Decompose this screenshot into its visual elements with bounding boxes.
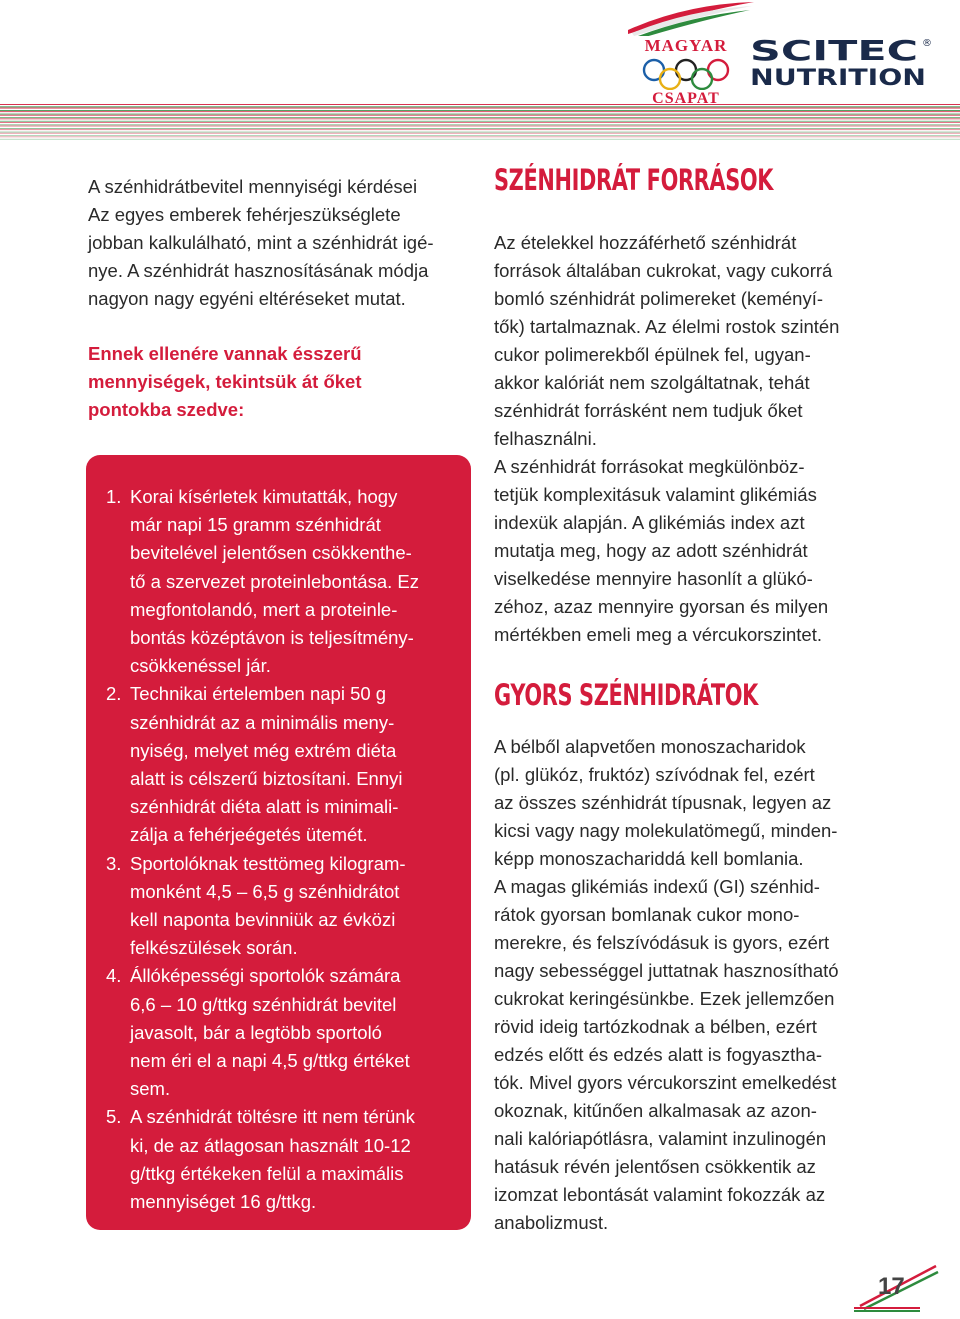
body-line: nali kalóriapótlásra, valamint inzulinogén xyxy=(494,1128,827,1149)
body-line: (pl. glükóz, fruktóz) szívódnak fel, ezért xyxy=(494,764,815,785)
recommendation-line: Korai kísérletek kimutatták, hogy xyxy=(130,486,398,507)
recommendation-line: szénhidrát diéta alatt is minimali- xyxy=(130,796,399,818)
body-line: A magas glikémiás indexű (GI) szénhid- xyxy=(494,876,820,897)
recommendation-line: kell naponta bevinniük az évközi xyxy=(130,909,396,931)
body-line: mértékben emeli meg a vércukorszintet. xyxy=(494,624,822,645)
magyar-csapat-logo xyxy=(616,0,756,112)
body-line: bomló szénhidrát polimereket (keményí- xyxy=(494,288,824,309)
body-line: cukrokat keringésünkbe. Ezek jellemzően xyxy=(494,988,835,1009)
body-line: indexük alapján. A glikémiás index azt xyxy=(494,512,805,533)
header-stripe xyxy=(0,129,960,130)
recommendation-item xyxy=(106,962,431,1103)
recommendation-line: monként 4,5 – 6,5 g szénhidrátot xyxy=(130,880,400,902)
header-stripe xyxy=(0,122,960,123)
lead-paragraph xyxy=(88,340,448,424)
recommendation-line: ki, de az átlagosan használt 10-12 xyxy=(130,1134,411,1156)
header-stripes xyxy=(0,104,960,140)
body-line: tők) tartalmaznak. Az élelmi rostok szintén xyxy=(494,316,840,337)
recommendation-line: felkészülések során. xyxy=(130,937,298,959)
recommendation-number: 2. xyxy=(106,683,122,705)
header-stripe xyxy=(0,104,960,105)
recommendation-item xyxy=(106,483,431,680)
recommendation-line: g/ttkg értékeken felül a maximális xyxy=(130,1162,404,1184)
body-line: A szénhidrát forrásokat megkülönböz- xyxy=(494,456,805,477)
body-line: az összes szénhidrát típusnak, legyen az xyxy=(494,792,832,813)
recommendation-line: nyiség, melyet még extrém diéta xyxy=(130,739,397,761)
recommendation-line: javasolt, bár a legtöbb sportoló xyxy=(130,1021,382,1043)
recommendation-number: 3. xyxy=(106,852,122,874)
recommendation-line: Állóképességi sportolók számára xyxy=(130,965,401,987)
header-stripe xyxy=(0,132,960,133)
page-header xyxy=(0,0,960,140)
olympic-rings-icon xyxy=(640,58,732,90)
intro-line: A szénhidrátbevitel mennyiségi kérdései xyxy=(88,176,418,197)
section-heading-szenhidrat-forrasok: SZÉNHIDRÁT FORRÁSOK xyxy=(494,163,774,197)
body-line: zéhoz, azaz mennyire gyorsan és milyen xyxy=(494,596,829,617)
header-stripe xyxy=(0,126,960,127)
recommendation-item xyxy=(106,680,431,849)
recommendation-line: sem. xyxy=(130,1078,171,1100)
body-line: cukor polimerekből épülnek fel, ugyan- xyxy=(494,344,811,365)
header-stripe xyxy=(0,117,960,118)
recommendation-line: Technikai értelemben napi 50 g xyxy=(130,683,387,705)
body-line: képp monoszachariddá kell bomlania. xyxy=(494,848,804,869)
body-line: A bélből alapvetően monoszacharidok xyxy=(494,736,806,757)
recommendation-line: tő a szervezet proteinlebontása. Ez xyxy=(130,570,419,592)
body-line: akkor kalóriát nem szolgáltatnak, tehát xyxy=(494,372,810,393)
recommendations-list xyxy=(106,483,431,1216)
recommendation-line: nem éri el a napi 4,5 g/ttkg értéket xyxy=(130,1050,410,1072)
header-stripe xyxy=(0,139,960,140)
intro-line: jobban kalkulálható, mint a szénhidrát igé- xyxy=(88,232,434,253)
lead-line: pontokba szedve: xyxy=(88,399,245,420)
body-line: rátok gyorsan bomlanak cukor mono- xyxy=(494,904,800,925)
body-line: tetjük komplexitásuk valamint glikémiás xyxy=(494,484,817,505)
recommendation-number: 4. xyxy=(106,965,122,987)
scitec-word: SCITEC xyxy=(750,36,918,67)
body-line: anabolizmust. xyxy=(494,1212,609,1233)
section-body-szenhidrat-forrasok xyxy=(494,229,894,649)
header-stripe xyxy=(0,115,960,116)
recommendation-line: zálja a fehérjeégetés ütemét. xyxy=(130,824,368,846)
header-stripe xyxy=(0,110,960,111)
header-stripe xyxy=(0,136,960,137)
section-body-gyors-szenhidratok xyxy=(494,733,894,1237)
recommendation-line: alatt is célszerű biztosítani. Ennyi xyxy=(130,768,403,790)
section-heading-gyors-szenhidratok: GYORS SZÉNHIDRÁTOK xyxy=(494,678,758,712)
body-line: rövid ideig tartózkodnak a bélben, ezért xyxy=(494,1016,817,1037)
body-line: kicsi vagy nagy molekulatömegű, minden- xyxy=(494,820,838,841)
recommendation-line: 6,6 – 10 g/ttkg szénhidrát bevitel xyxy=(130,993,397,1015)
body-line: izomzat lebontását valamint fokozzák az xyxy=(494,1184,826,1205)
page-number: 17 xyxy=(878,1273,905,1300)
lead-line: Ennek ellenére vannak ésszerű xyxy=(88,343,362,364)
csapat-word: CSAPAT xyxy=(652,90,720,107)
recommendation-item xyxy=(106,1103,431,1216)
header-stripe xyxy=(0,114,960,115)
registered-mark: ® xyxy=(922,38,932,49)
recommendation-line: megfontolandó, mert a proteinle- xyxy=(130,598,398,620)
body-line: felhasználni. xyxy=(494,428,597,449)
body-line: tók. Mivel gyors vércukorszint emelkedést xyxy=(494,1072,837,1093)
body-line: merekre, és felszívódásuk is gyors, ezért xyxy=(494,932,830,953)
recommendation-line: csökkenéssel jár. xyxy=(130,655,271,677)
recommendation-line: bontás középtávon is teljesítmény- xyxy=(130,627,414,649)
body-line: viselkedése mennyire hasonlít a glükó- xyxy=(494,568,813,589)
recommendation-line: már napi 15 gramm szénhidrát xyxy=(130,514,381,536)
intro-line: Az egyes emberek fehérjeszükséglete xyxy=(88,204,401,225)
header-stripe xyxy=(0,111,960,112)
header-stripe xyxy=(0,128,960,129)
nutrition-word: NUTRITION xyxy=(750,66,926,88)
body-line: hatásuk révén jelentősen csökkentik az xyxy=(494,1156,816,1177)
intro-line: nagyon nagy egyéni eltéréseket mutat. xyxy=(88,288,406,309)
body-line: edzés előtt és edzés alatt is fogyasztha- xyxy=(494,1044,823,1065)
header-stripe xyxy=(0,124,960,125)
body-line: szénhidrát forrásként nem tudjuk őket xyxy=(494,400,803,421)
recommendations-box xyxy=(86,455,471,1230)
recommendation-line: szénhidrát az a minimális meny- xyxy=(130,711,395,733)
flag-swoosh-icon xyxy=(626,0,756,36)
recommendation-line: A szénhidrát töltésre itt nem térünk xyxy=(130,1106,415,1128)
body-line: okoznak, kitűnően alkalmasak az azon- xyxy=(494,1100,817,1121)
header-stripe xyxy=(0,118,960,119)
intro-line: nye. A szénhidrát hasznosításának módja xyxy=(88,260,429,281)
body-line: Az ételekkel hozzáférhető szénhidrát xyxy=(494,232,797,253)
recommendation-line: bevitelével jelentősen csökkenthe- xyxy=(130,542,412,564)
recommendation-line: mennyiséget 16 g/ttkg. xyxy=(130,1191,317,1213)
body-line: források általában cukrokat, vagy cukorrá xyxy=(494,260,833,281)
intro-paragraph xyxy=(88,173,468,313)
body-line: nagy sebességgel juttatnak hasznosítható xyxy=(494,960,839,981)
recommendation-number: 1. xyxy=(106,486,122,507)
scitec-nutrition-logo xyxy=(748,36,938,88)
header-stripe xyxy=(0,108,960,109)
header-stripe xyxy=(0,135,960,136)
body-line: mutatja meg, hogy az adott szénhidrát xyxy=(494,540,808,561)
header-stripe xyxy=(0,106,960,107)
magyar-word: MAGYAR xyxy=(644,36,728,55)
header-stripe xyxy=(0,121,960,122)
lead-line: mennyiségek, tekintsük át őket xyxy=(88,371,362,392)
header-stripe xyxy=(0,133,960,134)
recommendation-line: Sportolóknak testtömeg kilogram- xyxy=(130,852,406,874)
recommendation-item xyxy=(106,850,431,963)
recommendation-number: 5. xyxy=(106,1106,122,1128)
